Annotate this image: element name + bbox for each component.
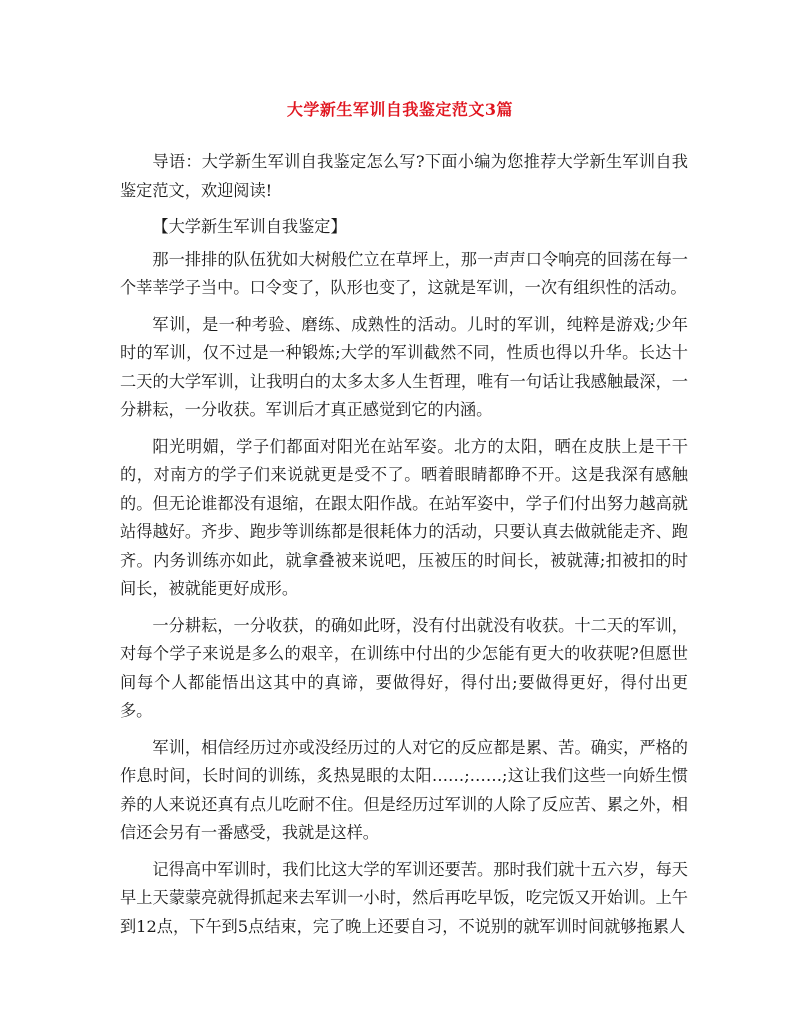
body-paragraph: 军训，相信经历过亦或没经历过的人对它的反应都是累、苦。确实，严格的作息时间，长时间的训练，炙热晃眼的太阳……;……;这让我们这些一向娇生惯养的人来说还真有点儿吃耐不住。但是经历过军训的人除了反应苦、累之外，相信还会另有一番感受，我就是这样。: [120, 737, 688, 842]
document-title: 大学新生军训自我鉴定范文3篇: [286, 100, 514, 119]
body-paragraph: 军训，是一种考验、磨练、成熟性的活动。儿时的军训，纯粹是游戏;少年时的军训，仅不过是一种锻炼;大学的军训截然不同，性质也得以升华。长达十二天的大学军训，让我明白的太多太多人生哲理，唯有一句话让我感触最深，一分耕耘，一分收获。军训后才真正感觉到它的内涵。: [120, 314, 688, 419]
body-paragraph: 一分耕耘，一分收获，的确如此呀，没有付出就没有收获。十二天的军训，对每个学子来说是多么的艰辛，在训练中付出的少怎能有更大的收获呢?但愿世间每个人都能悟出这其中的真谛，要做得好，得付出;要做得更好，得付出更多。: [120, 615, 688, 720]
body-paragraph: 那一排排的队伍犹如大树般伫立在草坪上，那一声声口令响亮的回荡在每一个莘莘学子当中。口令变了，队形也变了，这就是军训，一次有组织性的活动。: [120, 249, 688, 297]
section-heading: 【大学新生军训自我鉴定】: [152, 217, 347, 236]
intro-paragraph: 导语：大学新生军训自我鉴定怎么写?下面小编为您推荐大学新生军训自我鉴定范文，欢迎阅读!: [120, 152, 688, 200]
document-body: [120, 148, 688, 949]
body-paragraph: 阳光明媚，学子们都面对阳光在站军姿。北方的太阳，晒在皮肤上是干干的，对南方的学子们来说就更是受不了。晒着眼睛都睁不开。这是我深有感触的。但无论谁都没有退缩，在跟太阳作战。在站军姿中，学子们付出努力越高就站得越好。齐步、跑步等训练都是很耗体力的活动，只要认真去做就能走齐、跑齐。内务训练亦如此，就拿叠被来说吧，压被压的时间长，被就薄;扣被扣的时间长，被就能更好成形。: [120, 436, 688, 598]
body-paragraph: 记得高中军训时，我们比这大学的军训还要苦。那时我们就十五六岁，每天早上天蒙蒙亮就得抓起来去军训一小时，然后再吃早饭，吃完饭又开始训。上午到12点，下午到5点结束，完了晚上还要自习，不说别的就军训时间就够拖累人: [120, 859, 688, 936]
